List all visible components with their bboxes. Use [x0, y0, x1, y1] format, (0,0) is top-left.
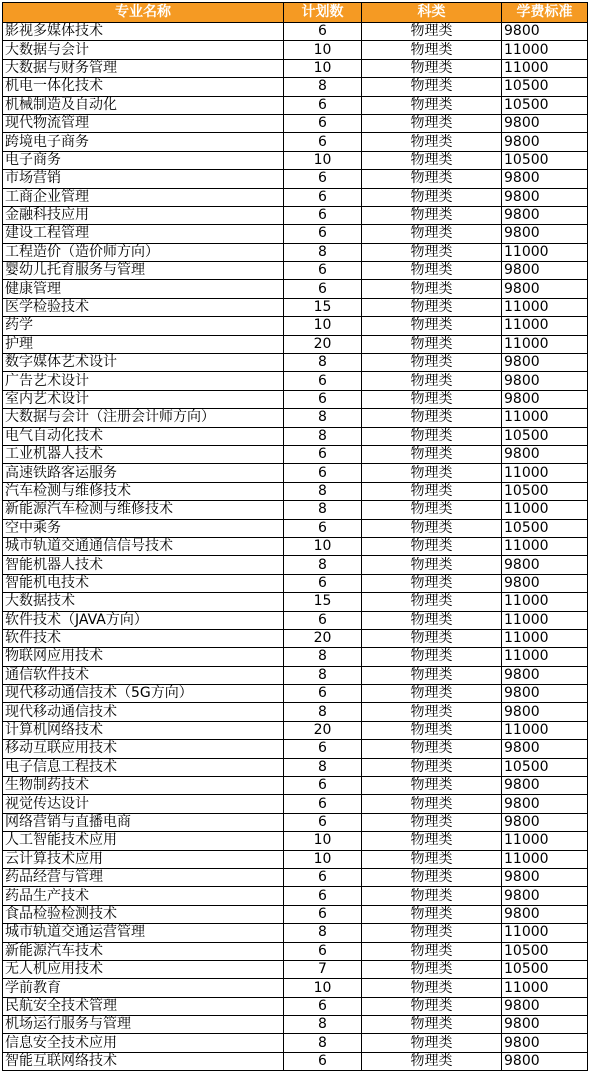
cell-major-name: 信息安全技术应用	[3, 1034, 284, 1052]
cell-plan-count: 6	[284, 445, 362, 463]
cell-plan-count: 6	[284, 519, 362, 537]
cell-tuition: 9800	[502, 114, 588, 132]
table-row	[3, 1034, 588, 1052]
cell-major-name: 现代移动通信技术	[3, 703, 284, 721]
cell-plan-count: 8	[284, 243, 362, 261]
cell-subject-category: 物理类	[362, 133, 502, 151]
cell-plan-count: 6	[284, 206, 362, 224]
cell-tuition: 11000	[502, 924, 588, 942]
cell-major-name: 药品经营与管理	[3, 868, 284, 886]
cell-plan-count: 6	[284, 262, 362, 280]
table-row	[3, 133, 588, 151]
cell-tuition: 10500	[502, 96, 588, 114]
cell-major-name: 物联网应用技术	[3, 648, 284, 666]
table-row	[3, 740, 588, 758]
cell-major-name: 药学	[3, 317, 284, 335]
header-plan-count: 计划数	[284, 3, 362, 23]
cell-tuition: 11000	[502, 464, 588, 482]
cell-tuition: 9800	[502, 740, 588, 758]
cell-plan-count: 15	[284, 298, 362, 316]
cell-tuition: 9800	[502, 354, 588, 372]
cell-major-name: 高速铁路客运服务	[3, 464, 284, 482]
cell-tuition: 11000	[502, 850, 588, 868]
table-row	[3, 924, 588, 942]
cell-tuition: 11000	[502, 629, 588, 647]
cell-subject-category: 物理类	[362, 629, 502, 647]
cell-major-name: 工业机器人技术	[3, 445, 284, 463]
cell-tuition: 10500	[502, 758, 588, 776]
cell-subject-category: 物理类	[362, 611, 502, 629]
cell-tuition: 9800	[502, 868, 588, 886]
table-row	[3, 372, 588, 390]
cell-plan-count: 6	[284, 133, 362, 151]
cell-subject-category: 物理类	[362, 556, 502, 574]
cell-tuition: 9800	[502, 206, 588, 224]
cell-plan-count: 6	[284, 611, 362, 629]
table-row	[3, 666, 588, 684]
cell-tuition: 9800	[502, 777, 588, 795]
cell-tuition: 9800	[502, 133, 588, 151]
cell-plan-count: 20	[284, 629, 362, 647]
cell-plan-count: 6	[284, 390, 362, 408]
cell-subject-category: 物理类	[362, 924, 502, 942]
cell-subject-category: 物理类	[362, 537, 502, 555]
cell-tuition: 9800	[502, 795, 588, 813]
cell-subject-category: 物理类	[362, 445, 502, 463]
cell-tuition: 9800	[502, 1034, 588, 1052]
cell-tuition: 9800	[502, 703, 588, 721]
cell-plan-count: 6	[284, 114, 362, 132]
table-row	[3, 556, 588, 574]
cell-plan-count: 6	[284, 96, 362, 114]
cell-plan-count: 6	[284, 280, 362, 298]
cell-major-name: 大数据与会计（注册会计师方向）	[3, 409, 284, 427]
cell-major-name: 跨境电子商务	[3, 133, 284, 151]
cell-major-name: 视觉传达设计	[3, 795, 284, 813]
table-row	[3, 629, 588, 647]
cell-tuition: 9800	[502, 666, 588, 684]
table-row	[3, 409, 588, 427]
cell-tuition: 9800	[502, 225, 588, 243]
table-row	[3, 427, 588, 445]
cell-plan-count: 8	[284, 1034, 362, 1052]
cell-tuition: 9800	[502, 280, 588, 298]
cell-major-name: 广告艺术设计	[3, 372, 284, 390]
cell-plan-count: 8	[284, 482, 362, 500]
cell-subject-category: 物理类	[362, 832, 502, 850]
cell-subject-category: 物理类	[362, 298, 502, 316]
cell-tuition: 9800	[502, 997, 588, 1015]
cell-subject-category: 物理类	[362, 96, 502, 114]
table-row	[3, 758, 588, 776]
cell-major-name: 新能源汽车技术	[3, 942, 284, 960]
cell-plan-count: 8	[284, 703, 362, 721]
cell-major-name: 民航安全技术管理	[3, 997, 284, 1015]
cell-subject-category: 物理类	[362, 593, 502, 611]
cell-subject-category: 物理类	[362, 666, 502, 684]
cell-subject-category: 物理类	[362, 372, 502, 390]
cell-major-name: 护理	[3, 335, 284, 353]
table-row	[3, 960, 588, 978]
cell-plan-count: 10	[284, 850, 362, 868]
cell-tuition: 11000	[502, 721, 588, 739]
table-row	[3, 262, 588, 280]
table-row	[3, 151, 588, 169]
cell-major-name: 汽车检测与维修技术	[3, 482, 284, 500]
cell-tuition: 11000	[502, 317, 588, 335]
table-row	[3, 317, 588, 335]
cell-plan-count: 6	[284, 574, 362, 592]
cell-tuition: 11000	[502, 593, 588, 611]
cell-major-name: 城市轨道交通运营管理	[3, 924, 284, 942]
cell-subject-category: 物理类	[362, 813, 502, 831]
cell-plan-count: 10	[284, 59, 362, 77]
cell-tuition: 10500	[502, 482, 588, 500]
cell-subject-category: 物理类	[362, 335, 502, 353]
cell-major-name: 生物制药技术	[3, 777, 284, 795]
cell-tuition: 11000	[502, 409, 588, 427]
cell-tuition: 9800	[502, 1052, 588, 1070]
cell-major-name: 大数据技术	[3, 593, 284, 611]
table-row	[3, 574, 588, 592]
table-row	[3, 170, 588, 188]
cell-tuition: 9800	[502, 188, 588, 206]
cell-tuition: 10500	[502, 960, 588, 978]
cell-plan-count: 6	[284, 795, 362, 813]
cell-subject-category: 物理类	[362, 41, 502, 59]
table-row	[3, 464, 588, 482]
cell-plan-count: 20	[284, 335, 362, 353]
table-row	[3, 390, 588, 408]
cell-tuition: 9800	[502, 390, 588, 408]
cell-subject-category: 物理类	[362, 960, 502, 978]
cell-subject-category: 物理类	[362, 170, 502, 188]
cell-plan-count: 6	[284, 23, 362, 41]
cell-major-name: 人工智能技术应用	[3, 832, 284, 850]
cell-major-name: 智能互联网络技术	[3, 1052, 284, 1070]
cell-major-name: 智能机器人技术	[3, 556, 284, 574]
cell-major-name: 空中乘务	[3, 519, 284, 537]
cell-major-name: 食品检验检测技术	[3, 905, 284, 923]
cell-subject-category: 物理类	[362, 464, 502, 482]
cell-subject-category: 物理类	[362, 1034, 502, 1052]
table-row	[3, 850, 588, 868]
cell-major-name: 市场营销	[3, 170, 284, 188]
cell-tuition: 11000	[502, 298, 588, 316]
cell-tuition: 9800	[502, 1016, 588, 1034]
cell-tuition: 10500	[502, 151, 588, 169]
cell-tuition: 9800	[502, 685, 588, 703]
cell-plan-count: 6	[284, 997, 362, 1015]
cell-plan-count: 7	[284, 960, 362, 978]
cell-plan-count: 8	[284, 1016, 362, 1034]
cell-major-name: 健康管理	[3, 280, 284, 298]
cell-plan-count: 15	[284, 593, 362, 611]
cell-tuition: 10500	[502, 519, 588, 537]
cell-subject-category: 物理类	[362, 574, 502, 592]
header-tuition: 学费标准	[502, 3, 588, 23]
table-row	[3, 445, 588, 463]
table-row	[3, 206, 588, 224]
cell-major-name: 机械制造及自动化	[3, 96, 284, 114]
cell-major-name: 婴幼儿托育服务与管理	[3, 262, 284, 280]
cell-plan-count: 6	[284, 777, 362, 795]
cell-tuition: 11000	[502, 648, 588, 666]
cell-tuition: 9800	[502, 445, 588, 463]
cell-tuition: 11000	[502, 335, 588, 353]
cell-subject-category: 物理类	[362, 997, 502, 1015]
cell-plan-count: 10	[284, 979, 362, 997]
cell-subject-category: 物理类	[362, 427, 502, 445]
table-row	[3, 41, 588, 59]
cell-subject-category: 物理类	[362, 795, 502, 813]
cell-plan-count: 8	[284, 666, 362, 684]
table-row	[3, 482, 588, 500]
cell-subject-category: 物理类	[362, 942, 502, 960]
table-row	[3, 887, 588, 905]
cell-major-name: 室内艺术设计	[3, 390, 284, 408]
cell-subject-category: 物理类	[362, 188, 502, 206]
cell-subject-category: 物理类	[362, 206, 502, 224]
cell-tuition: 10500	[502, 942, 588, 960]
table-row	[3, 905, 588, 923]
cell-tuition: 11000	[502, 979, 588, 997]
enrollment-plan-table	[2, 2, 588, 1071]
cell-subject-category: 物理类	[362, 721, 502, 739]
table-row	[3, 501, 588, 519]
cell-tuition: 11000	[502, 537, 588, 555]
cell-plan-count: 10	[284, 832, 362, 850]
cell-major-name: 现代物流管理	[3, 114, 284, 132]
cell-major-name: 工商企业管理	[3, 188, 284, 206]
table-row	[3, 777, 588, 795]
cell-plan-count: 8	[284, 648, 362, 666]
table-row	[3, 868, 588, 886]
cell-plan-count: 6	[284, 685, 362, 703]
table-row	[3, 78, 588, 96]
table-row	[3, 335, 588, 353]
cell-major-name: 金融科技应用	[3, 206, 284, 224]
cell-plan-count: 6	[284, 887, 362, 905]
table-header	[3, 3, 588, 23]
cell-tuition: 9800	[502, 813, 588, 831]
table-row	[3, 23, 588, 41]
cell-plan-count: 6	[284, 188, 362, 206]
cell-major-name: 网络营销与直播电商	[3, 813, 284, 831]
cell-major-name: 新能源汽车检测与维修技术	[3, 501, 284, 519]
cell-plan-count: 8	[284, 78, 362, 96]
cell-plan-count: 6	[284, 1052, 362, 1070]
cell-subject-category: 物理类	[362, 354, 502, 372]
cell-tuition: 9800	[502, 556, 588, 574]
cell-major-name: 城市轨道交通通信信号技术	[3, 537, 284, 555]
cell-major-name: 大数据与财务管理	[3, 59, 284, 77]
cell-subject-category: 物理类	[362, 758, 502, 776]
cell-major-name: 电子商务	[3, 151, 284, 169]
cell-subject-category: 物理类	[362, 979, 502, 997]
table-row	[3, 611, 588, 629]
table-row	[3, 243, 588, 261]
cell-tuition: 9800	[502, 23, 588, 41]
cell-major-name: 电子信息工程技术	[3, 758, 284, 776]
cell-major-name: 移动互联应用技术	[3, 740, 284, 758]
cell-subject-category: 物理类	[362, 482, 502, 500]
cell-major-name: 电气自动化技术	[3, 427, 284, 445]
cell-tuition: 9800	[502, 887, 588, 905]
cell-plan-count: 8	[284, 427, 362, 445]
cell-major-name: 智能机电技术	[3, 574, 284, 592]
table-row	[3, 979, 588, 997]
cell-plan-count: 10	[284, 151, 362, 169]
cell-plan-count: 8	[284, 758, 362, 776]
cell-subject-category: 物理类	[362, 777, 502, 795]
cell-plan-count: 6	[284, 170, 362, 188]
table-row	[3, 813, 588, 831]
table-row	[3, 997, 588, 1015]
cell-plan-count: 6	[284, 740, 362, 758]
cell-subject-category: 物理类	[362, 905, 502, 923]
enrollment-plan-table-container	[2, 2, 588, 1071]
cell-subject-category: 物理类	[362, 501, 502, 519]
cell-tuition: 9800	[502, 905, 588, 923]
table-row	[3, 354, 588, 372]
cell-tuition: 9800	[502, 170, 588, 188]
header-major-name: 专业名称	[3, 3, 284, 23]
cell-subject-category: 物理类	[362, 225, 502, 243]
cell-tuition: 10500	[502, 427, 588, 445]
cell-subject-category: 物理类	[362, 703, 502, 721]
cell-major-name: 机场运行服务与管理	[3, 1016, 284, 1034]
cell-tuition: 10500	[502, 78, 588, 96]
cell-tuition: 11000	[502, 501, 588, 519]
cell-subject-category: 物理类	[362, 262, 502, 280]
cell-plan-count: 10	[284, 537, 362, 555]
cell-plan-count: 10	[284, 317, 362, 335]
cell-subject-category: 物理类	[362, 23, 502, 41]
table-row	[3, 519, 588, 537]
cell-major-name: 软件技术（JAVA方向）	[3, 611, 284, 629]
cell-subject-category: 物理类	[362, 243, 502, 261]
cell-subject-category: 物理类	[362, 280, 502, 298]
table-row	[3, 225, 588, 243]
table-row	[3, 1052, 588, 1070]
cell-major-name: 软件技术	[3, 629, 284, 647]
cell-major-name: 机电一体化技术	[3, 78, 284, 96]
cell-plan-count: 6	[284, 464, 362, 482]
cell-plan-count: 8	[284, 556, 362, 574]
cell-tuition: 11000	[502, 611, 588, 629]
table-row	[3, 942, 588, 960]
cell-plan-count: 6	[284, 225, 362, 243]
cell-major-name: 大数据与会计	[3, 41, 284, 59]
cell-tuition: 9800	[502, 372, 588, 390]
cell-major-name: 计算机网络技术	[3, 721, 284, 739]
cell-major-name: 云计算技术应用	[3, 850, 284, 868]
cell-major-name: 现代移动通信技术（5G方向）	[3, 685, 284, 703]
cell-subject-category: 物理类	[362, 648, 502, 666]
cell-plan-count: 6	[284, 813, 362, 831]
table-row	[3, 685, 588, 703]
cell-subject-category: 物理类	[362, 78, 502, 96]
table-row	[3, 114, 588, 132]
cell-plan-count: 8	[284, 501, 362, 519]
cell-major-name: 通信软件技术	[3, 666, 284, 684]
table-row	[3, 1016, 588, 1034]
cell-major-name: 无人机应用技术	[3, 960, 284, 978]
cell-subject-category: 物理类	[362, 390, 502, 408]
cell-major-name: 医学检验技术	[3, 298, 284, 316]
table-row	[3, 648, 588, 666]
table-row	[3, 703, 588, 721]
cell-subject-category: 物理类	[362, 1052, 502, 1070]
cell-subject-category: 物理类	[362, 317, 502, 335]
table-row	[3, 280, 588, 298]
cell-tuition: 11000	[502, 41, 588, 59]
cell-plan-count: 8	[284, 354, 362, 372]
cell-major-name: 影视多媒体技术	[3, 23, 284, 41]
cell-major-name: 数字媒体艺术设计	[3, 354, 284, 372]
cell-subject-category: 物理类	[362, 887, 502, 905]
cell-plan-count: 20	[284, 721, 362, 739]
cell-major-name: 药品生产技术	[3, 887, 284, 905]
table-row	[3, 537, 588, 555]
cell-tuition: 11000	[502, 243, 588, 261]
cell-major-name: 建设工程管理	[3, 225, 284, 243]
cell-subject-category: 物理类	[362, 59, 502, 77]
table-body	[3, 23, 588, 1071]
cell-major-name: 工程造价（造价师方向）	[3, 243, 284, 261]
cell-tuition: 11000	[502, 59, 588, 77]
cell-tuition: 9800	[502, 574, 588, 592]
cell-major-name: 学前教育	[3, 979, 284, 997]
cell-subject-category: 物理类	[362, 519, 502, 537]
table-row	[3, 593, 588, 611]
table-row	[3, 721, 588, 739]
cell-plan-count: 8	[284, 924, 362, 942]
table-row	[3, 298, 588, 316]
table-row	[3, 188, 588, 206]
cell-subject-category: 物理类	[362, 740, 502, 758]
cell-tuition: 9800	[502, 262, 588, 280]
cell-subject-category: 物理类	[362, 850, 502, 868]
cell-subject-category: 物理类	[362, 1016, 502, 1034]
cell-plan-count: 6	[284, 942, 362, 960]
cell-plan-count: 8	[284, 409, 362, 427]
cell-subject-category: 物理类	[362, 114, 502, 132]
cell-tuition: 11000	[502, 832, 588, 850]
header-subject-category: 科类	[362, 3, 502, 23]
cell-plan-count: 6	[284, 372, 362, 390]
table-row	[3, 96, 588, 114]
cell-subject-category: 物理类	[362, 409, 502, 427]
cell-plan-count: 10	[284, 41, 362, 59]
cell-subject-category: 物理类	[362, 868, 502, 886]
header-row	[3, 3, 588, 23]
table-row	[3, 59, 588, 77]
table-row	[3, 795, 588, 813]
cell-subject-category: 物理类	[362, 685, 502, 703]
cell-plan-count: 6	[284, 905, 362, 923]
cell-plan-count: 6	[284, 868, 362, 886]
cell-subject-category: 物理类	[362, 151, 502, 169]
table-row	[3, 832, 588, 850]
